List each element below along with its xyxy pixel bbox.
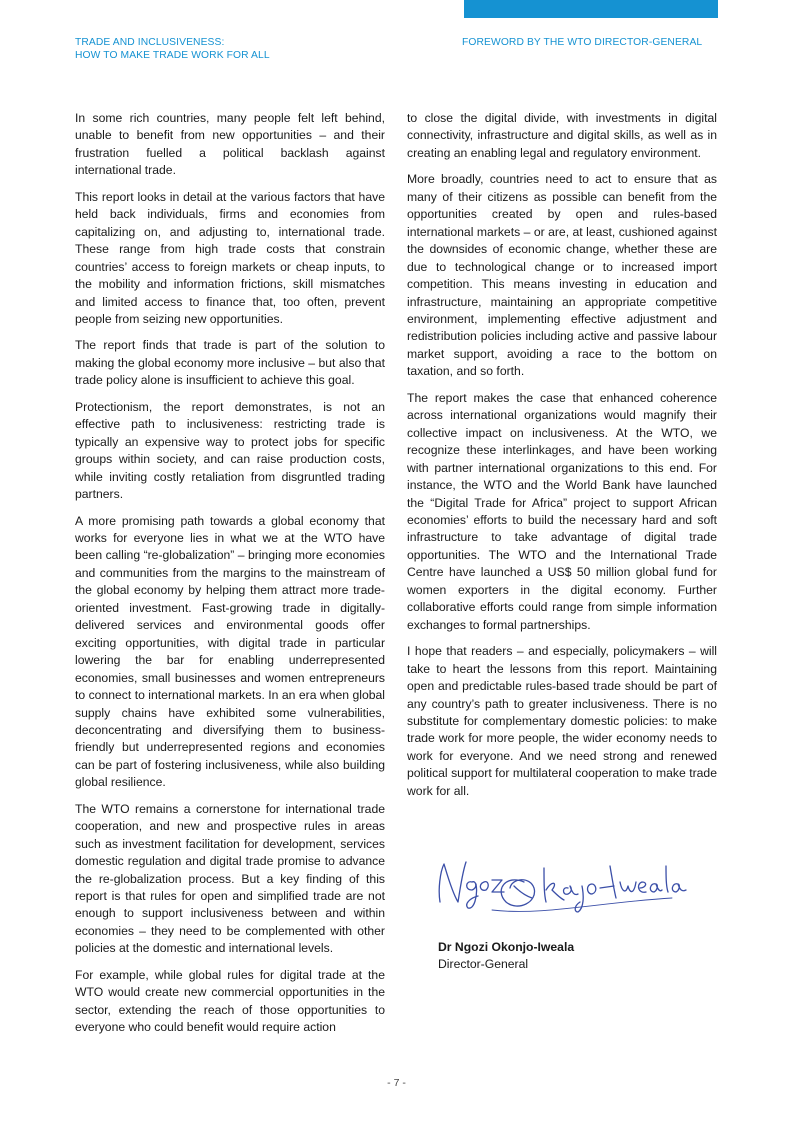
paragraph: For example, while global rules for digital trade at the WTO would create new commercial opportunities in the sector, extending the reach of those opportunities to everyone who could benefit would require action — [75, 967, 385, 1035]
signatory-name: Dr Ngozi Okonjo-Iweala — [438, 940, 575, 954]
paragraph: In some rich countries, many people felt left behind, unable to benefit from new opportunities – and their frustration fuelled a political backlash against international trade. — [75, 111, 385, 178]
running-header-line-2: HOW TO MAKE TRADE WORK FOR ALL — [75, 50, 270, 61]
paragraph: Protectionism, the report demonstrates, is not an effective path to inclusiveness: restricting trade is typically an expensive way to protect jobs for specific groups within society, and can raise production costs, while inviting costly retaliation from disgruntled trading partners. — [75, 399, 385, 502]
paragraph: More broadly, countries need to act to ensure that as many of their citizens as possible can benefit from the opportunities created by open and rules-based international markets – or are, at least, cushioned against the downsides of economic change, whether these are due to technological change or to increased import competition. This means investing in education and infrastructure, maintaining an appropriate competitive environment, implementing effective adjustment and redistribution policies including active and passive labour market support, avoiding a race to the bottom on taxation, and so forth. — [407, 172, 717, 379]
paragraph: This report looks in detail at the various factors that have held back individuals, firms and economies from capitalizing on, and adjusting to, international trade. These range from high trade costs that constrain countries’ access to foreign markets or cheap inputs, to the mobility and information frictions, skill mismatches and limited access to finance that, too often, prevent people from seizing new opportunities. — [75, 189, 385, 326]
paragraph: I hope that readers – and especially, policymakers – will take to heart the lessons from this report. Maintaining open and predictable rules-based trade should be part of any country’s path to greater inclusiveness. There is no substitute for complementary domestic policies: to make trade work for more people, the wider economy needs to work for everyone. And we need strong and renewed political support for multilateral cooperation to make trade work for all. — [407, 644, 717, 798]
left-text-column — [75, 110, 385, 1046]
signatory-title: Director-General — [438, 957, 529, 971]
running-header-right: FOREWORD BY THE WTO DIRECTOR-GENERAL — [462, 37, 703, 48]
running-header-left — [75, 36, 335, 62]
running-header-line-1: TRADE AND INCLUSIVENESS: — [75, 37, 225, 48]
paragraph: The report makes the case that enhanced coherence across international organizations would magnify their collective impact on inclusiveness. At the WTO, we recognize these interlinkages, and have been working with partner international organizations to this end. For instance, the WTO and the World Bank have launched the “Digital Trade for Africa” project to support African economies’ efforts to build the necessary hard and soft infrastructure to take advantage of digital trade opportunities. The WTO and the International Trade Centre have launched a US$ 50 million global fund for women exporters in the digital economy. Further collaborative efforts could range from simple information exchanges to formal partnerships. — [407, 390, 717, 632]
paragraph: The report finds that trade is part of the solution to making the global economy more inclusive – but also that trade policy alone is insufficient to achieve this goal. — [75, 338, 385, 388]
paragraph: The WTO remains a cornerstone for international trade cooperation, and new and prospective rules in areas such as investment facilitation for development, services domestic regulation and digital trade promise to advance the re-globalization process. But a key finding of this report is that rules for open and simplified trade are not enough to support inclusiveness between and within economies – they need to be complemented with other policies at the domestic and international levels. — [75, 801, 385, 956]
header-accent-bar — [464, 0, 718, 18]
right-text-column — [407, 110, 717, 809]
page-number: - 7 - — [387, 1077, 406, 1089]
paragraph: to close the digital divide, with investments in digital connectivity, infrastructure and digital skills, as well as in creating an enabling legal and regulatory environment. — [407, 111, 717, 160]
handwritten-signature — [432, 852, 692, 924]
paragraph: A more promising path towards a global economy that works for everyone lies in what we at the WTO have been calling “re-globalization” – bringing more economies and communities from the margins to the mainstream of the global economy by helping them attract more trade-oriented investment. Fast-growing trade in digitally-delivered services and environmental goods offer exciting opportunities, with digital trade in particular lowering the bar for enabling underrepresented economies, small businesses and women entrepreneurs to connect to international markets. In an era when global supply chains have exhibited some vulnerabilities, deconcentrating and diversifying them to business-friendly but underrepresented regions and economies can be part of fostering inclusiveness, while also building global resilience. — [75, 513, 385, 790]
